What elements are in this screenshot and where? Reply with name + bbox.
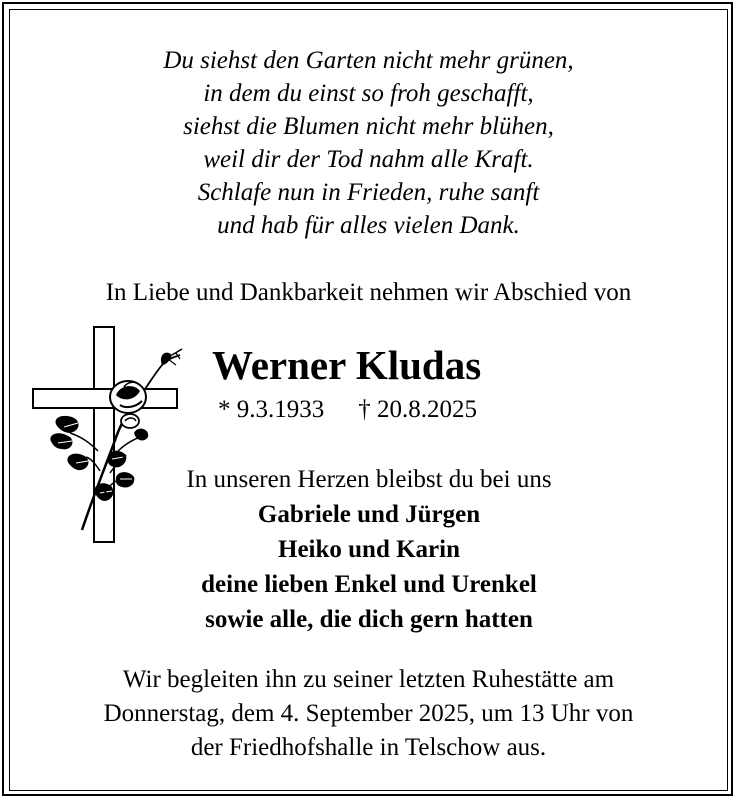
deceased-name: Werner Kludas: [212, 342, 482, 388]
service-line: Wir begleiten ihn zu seiner letzten Ruhestätte am: [122, 666, 615, 693]
birth-date: * 9.3.1933: [218, 396, 325, 423]
poem-line: siehst die Blumen nicht mehr blühen,: [183, 113, 554, 140]
family-member: deine lieben Enkel und Urenkel: [201, 571, 537, 598]
farewell-intro: In Liebe und Dankbarkeit nehmen wir Abschied von: [105, 279, 632, 306]
death-date: † 20.8.2025: [358, 396, 477, 423]
service-line: Donnerstag, dem 4. September 2025, um 13 Uhr von: [103, 700, 634, 727]
poem-line: Du siehst den Garten nicht mehr grünen,: [163, 47, 574, 74]
poem-block: [0, 44, 737, 242]
family-lead: In unseren Herzen bleibst du bei uns: [186, 466, 552, 493]
service-line: der Friedhofshalle in Telschow aus.: [190, 734, 547, 761]
funeral-service-info: [0, 663, 737, 765]
family-member: Heiko und Karin: [278, 536, 460, 563]
poem-line: und hab für alles vielen Dank.: [217, 212, 520, 239]
family-block: [150, 462, 588, 637]
poem-line: weil dir der Tod nahm alle Kraft.: [203, 146, 534, 173]
life-dates: [218, 394, 477, 426]
poem-line: Schlafe nun in Frieden, ruhe sanft: [197, 179, 540, 206]
family-member: sowie alle, die dich gern hatten: [205, 606, 533, 633]
poem-line: in dem du einst so froh geschafft,: [203, 80, 534, 107]
family-member: Gabriele und Jürgen: [257, 501, 481, 528]
